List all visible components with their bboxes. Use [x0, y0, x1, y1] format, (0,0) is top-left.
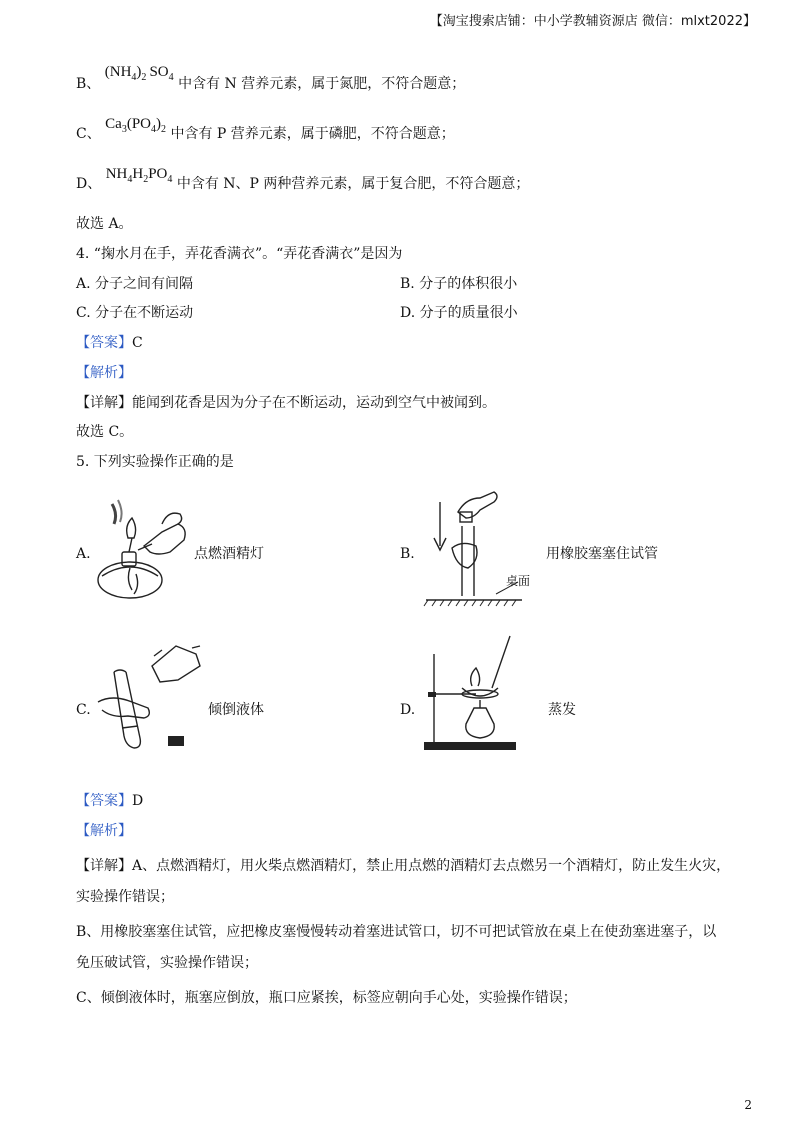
- detail-text: A、点燃酒精灯，用火柴点燃酒精灯，禁止用点燃的酒精灯去点燃另一个酒精灯，防止发生火灾，: [132, 858, 731, 874]
- q5-option-d-letter: D.: [400, 702, 416, 718]
- detail-tag: 【详解】: [76, 395, 132, 411]
- q5-option-c-letter: C.: [76, 702, 91, 718]
- answer-value: C: [132, 335, 143, 351]
- desk-surface-label: 桌面: [506, 574, 531, 588]
- detail-tag: 【详解】: [76, 858, 132, 874]
- formula-ammonium-dihydrogen-phosphate: $NH_4H_2PO_4$: [105, 166, 173, 185]
- prev-option-c: [76, 116, 455, 150]
- q5-analysis-tag: 【解析】: [76, 823, 132, 839]
- stopper-test-tube-figure: [422, 488, 542, 610]
- header-watermark: 【淘宝搜索店铺：中小学教辅资源店 微信：mlxt2022】: [429, 14, 756, 29]
- option-text: 中含有 P 营养元素，属于磷肥，不符合题意；: [170, 126, 455, 142]
- q5-detail-b-line1: B、用橡胶塞塞住试管，应把橡皮塞慢慢转动着塞进试管口，切不可把试管放在桌上在使劲塞进塞子，以: [76, 924, 717, 940]
- q4-analysis-tag: 【解析】: [76, 365, 132, 381]
- option-label: B、: [76, 76, 101, 92]
- evaporation-apparatus-figure: [422, 628, 532, 754]
- q5-option-c-caption: 倾倒液体: [208, 702, 264, 718]
- formula-ammonium-sulfate: $(NH_4)_2$ $SO_4$: [104, 64, 174, 83]
- q5-detail-c: C、倾倒液体时，瓶塞应倒放，瓶口应紧挨，标签应朝向手心处，实验操作错误；: [76, 990, 577, 1006]
- detail-text: 能闻到花香是因为分子在不断运动，运动到空气中被闻到。: [132, 395, 496, 411]
- option-text: 中含有 N、P 两种营养元素，属于复合肥，不符合题意；: [176, 176, 530, 192]
- pouring-liquid-figure: [92, 636, 212, 752]
- q5-detail-a-line1: [76, 856, 730, 876]
- q4-option-c: C. 分子在不断运动: [76, 305, 194, 321]
- prev-conclusion: 故选 A。: [76, 216, 133, 232]
- answer-value: D: [132, 793, 144, 809]
- q4-conclusion: 故选 C。: [76, 424, 134, 440]
- option-label: C、: [76, 126, 101, 142]
- q5-option-a-letter: A.: [76, 546, 91, 562]
- q5-option-b-letter: B.: [400, 546, 415, 562]
- answer-tag: 【答案】: [76, 793, 132, 809]
- q4-detail: [76, 393, 496, 413]
- q4-answer: [76, 333, 143, 353]
- q5-option-d-caption: 蒸发: [548, 702, 576, 718]
- option-label: D、: [76, 176, 102, 192]
- lighting-alcohol-lamp-figure: [92, 494, 192, 606]
- q5-answer: [76, 791, 143, 811]
- prev-option-d: [76, 166, 530, 200]
- q5-option-b-caption: 用橡胶塞塞住试管: [546, 546, 658, 562]
- q4-option-a: A. 分子之间有间隔: [76, 276, 194, 292]
- q4-stem: 4. “掬水月在手，弄花香满衣”。“弄花香满衣”是因为: [76, 246, 403, 262]
- page-number: 2: [744, 1098, 752, 1112]
- q5-detail-b-line2: 免压破试管，实验操作错误；: [76, 955, 258, 971]
- option-text: 中含有 N 营养元素，属于氮肥，不符合题意；: [178, 76, 466, 92]
- q5-detail-a-line2: 实验操作错误；: [76, 889, 174, 905]
- q4-option-d: D. 分子的质量很小: [400, 305, 518, 321]
- q5-stem: 5. 下列实验操作正确的是: [76, 454, 234, 470]
- prev-option-b: [76, 64, 466, 100]
- q5-option-a-caption: 点燃酒精灯: [194, 546, 264, 562]
- q4-option-b: B. 分子的体积很小: [400, 276, 518, 292]
- formula-calcium-phosphate: $Ca_3(PO_4)_2$: [105, 116, 167, 135]
- answer-tag: 【答案】: [76, 335, 132, 351]
